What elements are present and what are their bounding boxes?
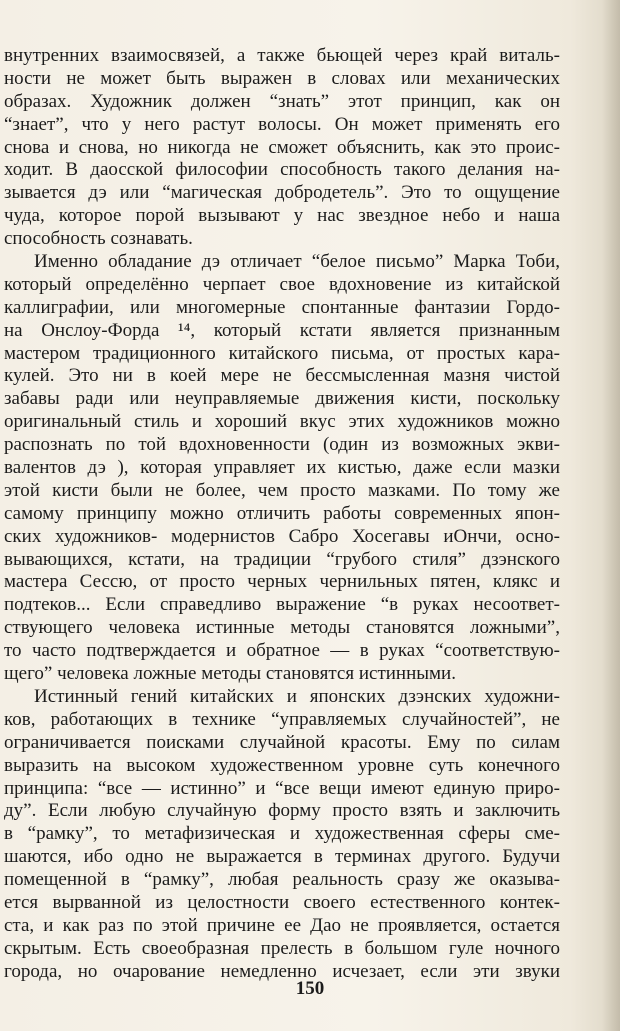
text-line: ста, и как раз по этой причине ее Дао не проявляется, остается bbox=[4, 914, 560, 936]
text-line: Истинный гений китайских и японских дзэнских художни- bbox=[34, 685, 560, 707]
text-line: выразить на высоком художественном уровне суть конечного bbox=[4, 754, 560, 776]
text-line: то часто подтверждается и обратное — в руках “соответствую- bbox=[4, 640, 560, 662]
body-text bbox=[4, 45, 560, 984]
text-line: внутренних взаимосвязей, а также бьющей через край виталь- bbox=[4, 45, 560, 66]
text-line: распознать по той вдохновенности (один из возможных экви- bbox=[4, 434, 560, 456]
text-line: чуда, которое порой вызывают у нас звездное небо и наша bbox=[4, 205, 560, 227]
text-line: ских художников- модернистов Сабро Хосегавы иОнчи, осно- bbox=[4, 525, 560, 547]
text-line: Именно обладание дэ отличает “белое письмо” Марка Тоби, bbox=[34, 251, 560, 273]
text-line: способность сознавать. bbox=[4, 228, 193, 250]
text-line: самому принципу можно отличить работы современных япон- bbox=[4, 502, 560, 524]
text-line: который определённо черпает свое вдохновение из китайской bbox=[4, 273, 560, 295]
text-line: скрытым. Есть своеобразная прелесть в большом гуле ночного bbox=[4, 937, 560, 959]
text-line: ограничивается поисками случайной красоты. Ему по силам bbox=[4, 731, 560, 753]
text-line: валентов дэ ), которая управляет их кистью, даже если мазки bbox=[4, 457, 560, 479]
text-line: образах. Художник должен “знать” этот принцип, как он bbox=[4, 90, 560, 112]
text-line: шаются, ибо одно не выражается в терминах другого. Будучи bbox=[4, 846, 560, 868]
text-line: ду”. Если любую случайную форму просто взять и заключить bbox=[4, 800, 560, 822]
text-line: мастера Сессю, от просто черных чернильных пятен, клякс и bbox=[4, 571, 560, 593]
text-line: ходит. В даосской философии способность такого делания на- bbox=[4, 159, 560, 181]
text-line: “знает”, что у него растут волосы. Он может применять его bbox=[4, 113, 560, 135]
text-line: кулей. Это ни в коей мере не бессмысленная мазня чистой bbox=[4, 365, 560, 387]
text-line: зывается дэ или “магическая добродетель”. Это то ощущение bbox=[4, 182, 560, 204]
text-line: вывающихся, кстати, на традиции “грубого стиля” дзэнского bbox=[4, 548, 560, 570]
text-line: оригинальный стиль и хороший вкус этих художников можно bbox=[4, 411, 560, 433]
text-line: города, но очарование немедленно исчезает, если эти звуки bbox=[4, 960, 560, 982]
text-line: ности не может быть выражен в словах или механических bbox=[4, 67, 560, 89]
text-line: щего” человека ложные методы становятся истинными. bbox=[4, 663, 456, 685]
page-edge-shadow bbox=[602, 0, 620, 1031]
text-line: на Онслоу-Форда ¹⁴, который кстати является признанным bbox=[4, 319, 560, 341]
text-line: ется вырванной из целостности своего естественного контек- bbox=[4, 891, 560, 913]
text-line: каллиграфии, или многомерные спонтанные фантазии Гордо- bbox=[4, 296, 560, 318]
text-line: этой кисти были не более, чем просто мазками. По тому же bbox=[4, 479, 560, 501]
page-number: 150 bbox=[295, 978, 325, 999]
text-line: подтеков... Если справедливо выражение “в руках несоответ- bbox=[4, 594, 560, 616]
text-line: забавы ради или неуправляемые движения кисти, поскольку bbox=[4, 388, 560, 410]
text-line: ствующего человека истинные методы становятся ложными”, bbox=[4, 617, 560, 639]
text-line: принципа: “все — истинно” и “все вещи имеют единую приро- bbox=[4, 777, 560, 799]
text-line: в “рамку”, то метафизическая и художественная сферы сме- bbox=[4, 823, 560, 845]
text-line: снова и снова, но никогда не сможет объяснить, как это проис- bbox=[4, 136, 560, 158]
text-line: мастером традиционного китайского письма, от простых кара- bbox=[4, 342, 560, 364]
text-line: ков, работающих в технике “управляемых случайностей”, не bbox=[4, 708, 560, 730]
text-line: помещенной в “рамку”, любая реальность сразу же оказыва- bbox=[4, 869, 560, 891]
